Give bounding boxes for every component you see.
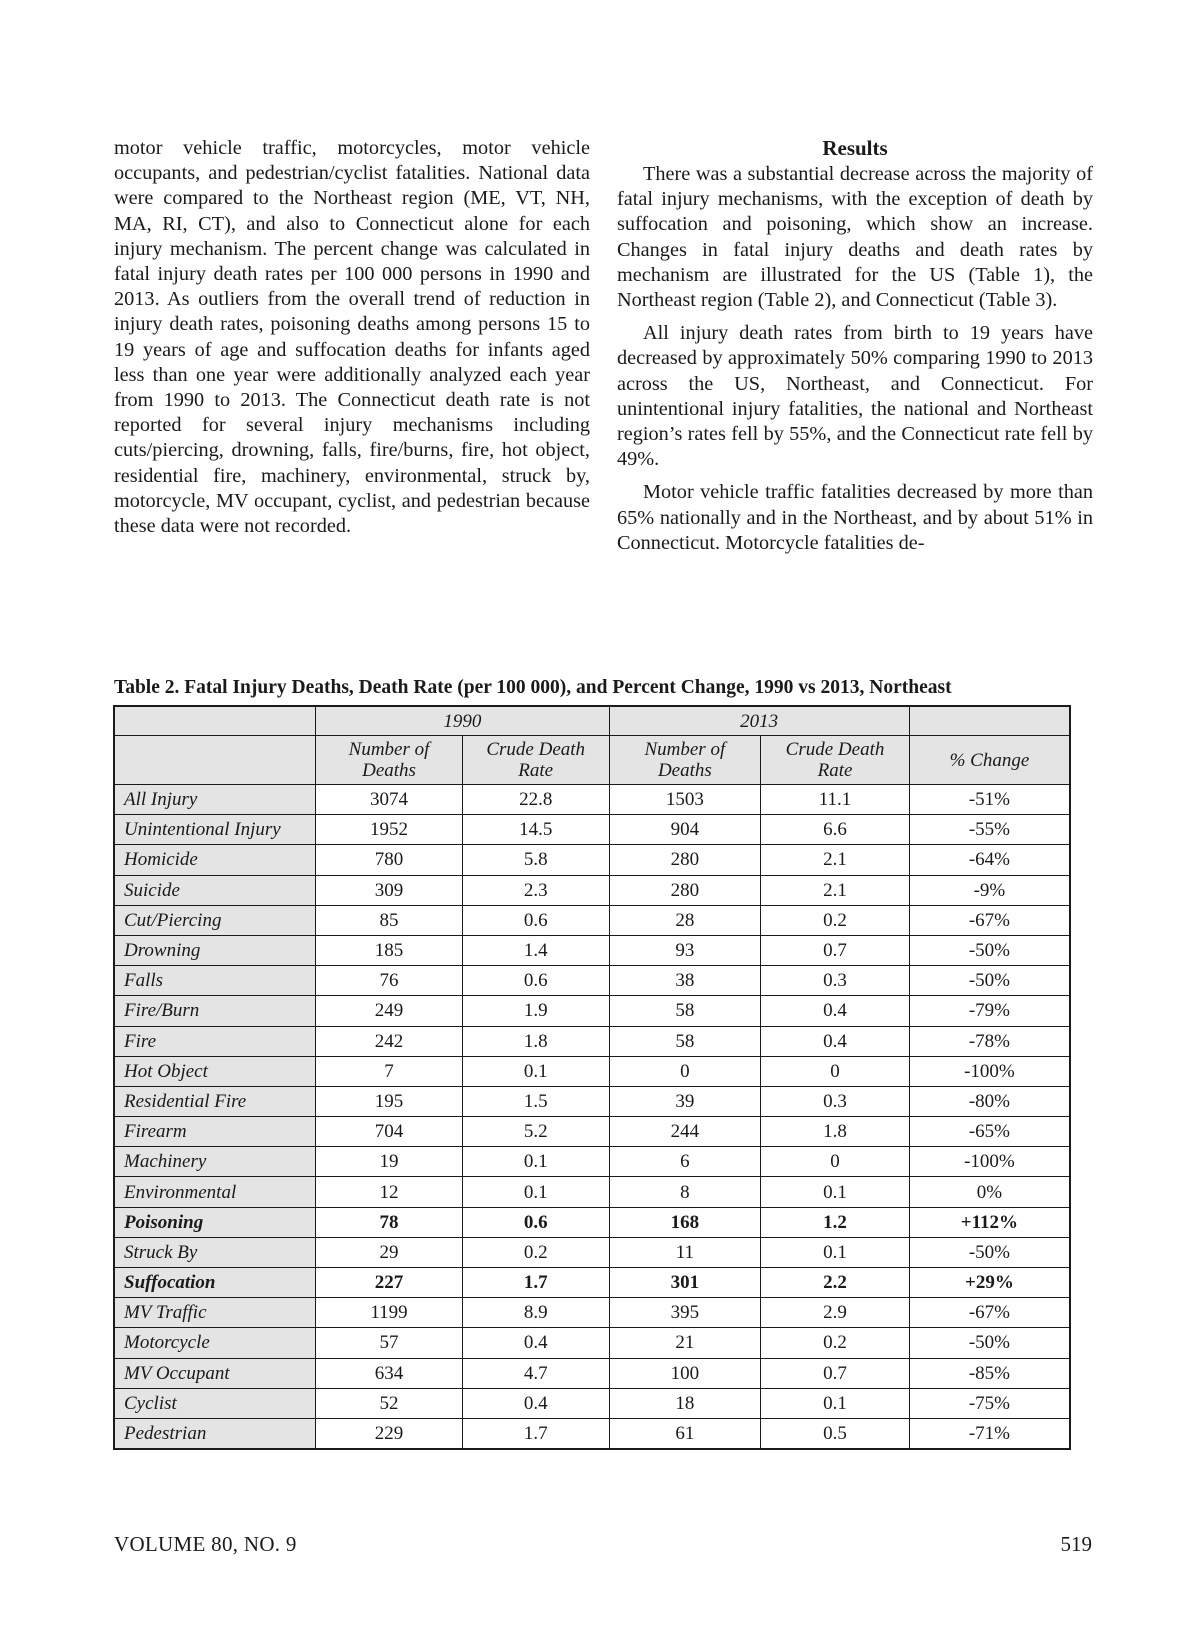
rate-2013-cell: 0.7 (761, 935, 910, 965)
right-column (617, 136, 1093, 556)
deaths-1990-cell: 780 (316, 845, 463, 875)
table-row (114, 1418, 1070, 1449)
table-row (114, 815, 1070, 845)
deaths-2013-cell: 28 (609, 905, 761, 935)
deaths-2013-cell: 61 (609, 1418, 761, 1449)
results-paragraph-1: There was a substantial decrease across the majority of fatal injury mechanisms, with the exception of death by suffocation and poisoning, which show an increase. Changes in fatal injury deaths and death rates by mechanism are illustrated for the US (Table 1), the Northeast region (Table 2), and Connecticut (Table 3). (617, 163, 1093, 312)
mechanism-label-cell: Falls (114, 966, 316, 996)
deaths-1990-cell: 76 (316, 966, 463, 996)
deaths-2013-cell: 301 (609, 1268, 761, 1298)
rate-2013-cell: 0.3 (761, 966, 910, 996)
table-row (114, 1177, 1070, 1207)
mechanism-label-cell: Unintentional Injury (114, 815, 316, 845)
table-header-columns (114, 736, 1070, 785)
rate-2013-cell: 6.6 (761, 815, 910, 845)
mechanism-label-cell: Pedestrian (114, 1418, 316, 1449)
rate-1990-cell: 1.8 (462, 1026, 609, 1056)
table-row (114, 1147, 1070, 1177)
percent-change-cell: -50% (909, 935, 1070, 965)
rate-1990-cell: 1.5 (462, 1086, 609, 1116)
rate-1990-cell: 4.7 (462, 1358, 609, 1388)
mechanism-label-cell: Environmental (114, 1177, 316, 1207)
mechanism-label-cell: Fire (114, 1026, 316, 1056)
footer-journal-volume: VOLUME 80, NO. 9 (114, 1532, 297, 1556)
deaths-1990-cell: 29 (316, 1237, 463, 1267)
table-row (114, 1117, 1070, 1147)
rate-2013-cell: 0.4 (761, 996, 910, 1026)
table-row (114, 1026, 1070, 1056)
percent-change-cell: -100% (909, 1056, 1070, 1086)
header-blank-label (114, 736, 316, 785)
mechanism-label-cell: Motorcycle (114, 1328, 316, 1358)
rate-1990-cell: 2.3 (462, 875, 609, 905)
percent-change-cell: -51% (909, 785, 1070, 815)
deaths-1990-cell: 57 (316, 1328, 463, 1358)
table-row (114, 845, 1070, 875)
table-row (114, 1207, 1070, 1237)
mechanism-label-cell: Cyclist (114, 1388, 316, 1418)
rate-1990-cell: 0.2 (462, 1237, 609, 1267)
rate-1990-cell: 1.4 (462, 935, 609, 965)
percent-change-cell: -78% (909, 1026, 1070, 1056)
deaths-2013-cell: 1503 (609, 785, 761, 815)
table-row (114, 875, 1070, 905)
deaths-1990-cell: 19 (316, 1147, 463, 1177)
fatal-injury-table (113, 705, 1071, 1450)
mechanism-label-cell: Suicide (114, 875, 316, 905)
percent-change-cell: +112% (909, 1207, 1070, 1237)
table-row (114, 1298, 1070, 1328)
deaths-1990-cell: 85 (316, 905, 463, 935)
mechanism-label-cell: Firearm (114, 1117, 316, 1147)
rate-2013-cell: 0.1 (761, 1388, 910, 1418)
percent-change-cell: -67% (909, 905, 1070, 935)
rate-1990-cell: 0.6 (462, 966, 609, 996)
mechanism-label-cell: Residential Fire (114, 1086, 316, 1116)
deaths-2013-cell: 395 (609, 1298, 761, 1328)
deaths-2013-cell: 58 (609, 996, 761, 1026)
rate-1990-cell: 1.7 (462, 1418, 609, 1449)
deaths-2013-cell: 244 (609, 1117, 761, 1147)
table-row (114, 1358, 1070, 1388)
rate-2013-cell: 11.1 (761, 785, 910, 815)
deaths-1990-cell: 704 (316, 1117, 463, 1147)
rate-1990-cell: 0.4 (462, 1328, 609, 1358)
table-header-years (114, 706, 1070, 736)
rate-1990-cell: 1.7 (462, 1268, 609, 1298)
rate-2013-cell: 2.1 (761, 875, 910, 905)
deaths-2013-cell: 21 (609, 1328, 761, 1358)
mechanism-label-cell: MV Traffic (114, 1298, 316, 1328)
table-row (114, 1388, 1070, 1418)
table-row (114, 905, 1070, 935)
percent-change-cell: -71% (909, 1418, 1070, 1449)
rate-1990-cell: 22.8 (462, 785, 609, 815)
deaths-2013-cell: 93 (609, 935, 761, 965)
header-deaths-2013: Number of Deaths (609, 736, 761, 785)
deaths-2013-cell: 168 (609, 1207, 761, 1237)
rate-1990-cell: 0.1 (462, 1147, 609, 1177)
header-year-2013: 2013 (609, 706, 909, 736)
percent-change-cell: -50% (909, 1237, 1070, 1267)
deaths-1990-cell: 242 (316, 1026, 463, 1056)
left-column-text: motor vehicle traffic, motorcycles, motor vehicle occupants, and pedestrian/cyclist fatalities. National data were compared to the Northeast region (ME, VT, NH, MA, RI, CT), and also to Connecticut alone for each injury mechanism. The percent change was calculated in fatal injury death rates per 100 000 persons in 1990 and 2013. As outliers from the overall trend of reduction in injury death rates, poisoning deaths among persons 15 to 19 years of age and suffocation deaths for infants aged less than one year were additionally analyzed each year from 1990 to 2013. The Connecticut death rate is not reported for several injury mechanisms including cuts/piercing, drowning, falls, fire/burns, fire, hot object, residential fire, machinery, environmental, struck by, motorcycle, MV occupant, cyclist, and pedestrian because these data were not recorded. (114, 137, 590, 538)
deaths-2013-cell: 280 (609, 845, 761, 875)
deaths-1990-cell: 12 (316, 1177, 463, 1207)
percent-change-cell: -79% (909, 996, 1070, 1026)
table-row (114, 966, 1070, 996)
rate-2013-cell: 0.4 (761, 1026, 910, 1056)
header-rate-2013: Crude Death Rate (761, 736, 910, 785)
rate-2013-cell: 0.5 (761, 1418, 910, 1449)
rate-1990-cell: 5.8 (462, 845, 609, 875)
percent-change-cell: -50% (909, 1328, 1070, 1358)
rate-1990-cell: 0.1 (462, 1177, 609, 1207)
table-caption: Table 2. Fatal Injury Deaths, Death Rate (per 100 000), and Percent Change, 1990 vs 2013, Northeast (114, 677, 952, 698)
deaths-2013-cell: 0 (609, 1056, 761, 1086)
header-percent-change: % Change (909, 736, 1070, 785)
results-paragraph-2: All injury death rates from birth to 19 years have decreased by approximately 50% comparing 1990 to 2013 across the US, Northeast, and Connecticut. For unintentional injury fatalities, the national and Northeast region’s rates fell by 55%, and the Connecticut rate fell by 49%. (617, 322, 1093, 471)
table-row (114, 1056, 1070, 1086)
rate-1990-cell: 0.1 (462, 1056, 609, 1086)
percent-change-cell: -67% (909, 1298, 1070, 1328)
rate-2013-cell: 1.2 (761, 1207, 910, 1237)
percent-change-cell: +29% (909, 1268, 1070, 1298)
rate-2013-cell: 0 (761, 1056, 910, 1086)
percent-change-cell: -75% (909, 1388, 1070, 1418)
percent-change-cell: -50% (909, 966, 1070, 996)
rate-2013-cell: 1.8 (761, 1117, 910, 1147)
deaths-2013-cell: 6 (609, 1147, 761, 1177)
rate-2013-cell: 0.2 (761, 905, 910, 935)
deaths-1990-cell: 1199 (316, 1298, 463, 1328)
rate-2013-cell: 0.1 (761, 1237, 910, 1267)
rate-2013-cell: 0.7 (761, 1358, 910, 1388)
percent-change-cell: -100% (909, 1147, 1070, 1177)
deaths-2013-cell: 280 (609, 875, 761, 905)
rate-2013-cell: 2.9 (761, 1298, 910, 1328)
mechanism-label-cell: Cut/Piercing (114, 905, 316, 935)
table-row (114, 996, 1070, 1026)
header-deaths-1990: Number of Deaths (316, 736, 463, 785)
rate-1990-cell: 0.6 (462, 1207, 609, 1237)
deaths-1990-cell: 3074 (316, 785, 463, 815)
rate-2013-cell: 0.1 (761, 1177, 910, 1207)
percent-change-cell: -64% (909, 845, 1070, 875)
results-paragraph-3: Motor vehicle traffic fatalities decreased by more than 65% nationally and in the Northeast, and by about 51% in Connecticut. Motorcycle fatalities de- (617, 481, 1093, 554)
percent-change-cell: -80% (909, 1086, 1070, 1116)
deaths-2013-cell: 904 (609, 815, 761, 845)
mechanism-label-cell: Hot Object (114, 1056, 316, 1086)
rate-1990-cell: 1.9 (462, 996, 609, 1026)
deaths-2013-cell: 38 (609, 966, 761, 996)
deaths-2013-cell: 11 (609, 1237, 761, 1267)
deaths-1990-cell: 52 (316, 1388, 463, 1418)
deaths-2013-cell: 8 (609, 1177, 761, 1207)
table-row (114, 1328, 1070, 1358)
rate-2013-cell: 0.3 (761, 1086, 910, 1116)
percent-change-cell: 0% (909, 1177, 1070, 1207)
deaths-2013-cell: 18 (609, 1388, 761, 1418)
rate-1990-cell: 0.4 (462, 1388, 609, 1418)
rate-2013-cell: 2.2 (761, 1268, 910, 1298)
deaths-1990-cell: 1952 (316, 815, 463, 845)
rate-2013-cell: 2.1 (761, 845, 910, 875)
deaths-2013-cell: 58 (609, 1026, 761, 1056)
table-row (114, 935, 1070, 965)
mechanism-label-cell: Homicide (114, 845, 316, 875)
deaths-1990-cell: 634 (316, 1358, 463, 1388)
left-column (114, 136, 590, 539)
header-year-1990: 1990 (316, 706, 609, 736)
deaths-1990-cell: 249 (316, 996, 463, 1026)
mechanism-label-cell: Fire/Burn (114, 996, 316, 1026)
deaths-1990-cell: 7 (316, 1056, 463, 1086)
header-blank (114, 706, 316, 736)
header-rate-1990: Crude Death Rate (462, 736, 609, 785)
deaths-1990-cell: 195 (316, 1086, 463, 1116)
deaths-1990-cell: 309 (316, 875, 463, 905)
rate-1990-cell: 8.9 (462, 1298, 609, 1328)
percent-change-cell: -85% (909, 1358, 1070, 1388)
mechanism-label-cell: Poisoning (114, 1207, 316, 1237)
header-blank-change (909, 706, 1070, 736)
deaths-1990-cell: 78 (316, 1207, 463, 1237)
mechanism-label-cell: Suffocation (114, 1268, 316, 1298)
rate-1990-cell: 0.6 (462, 905, 609, 935)
percent-change-cell: -9% (909, 875, 1070, 905)
percent-change-cell: -55% (909, 815, 1070, 845)
rate-2013-cell: 0 (761, 1147, 910, 1177)
rate-2013-cell: 0.2 (761, 1328, 910, 1358)
percent-change-cell: -65% (909, 1117, 1070, 1147)
table-row (114, 1086, 1070, 1116)
footer-page-number: 519 (1060, 1532, 1092, 1556)
results-heading: Results (822, 136, 888, 160)
mechanism-label-cell: All Injury (114, 785, 316, 815)
deaths-1990-cell: 229 (316, 1418, 463, 1449)
deaths-1990-cell: 185 (316, 935, 463, 965)
deaths-2013-cell: 39 (609, 1086, 761, 1116)
mechanism-label-cell: Struck By (114, 1237, 316, 1267)
mechanism-label-cell: Drowning (114, 935, 316, 965)
mechanism-label-cell: MV Occupant (114, 1358, 316, 1388)
deaths-2013-cell: 100 (609, 1358, 761, 1388)
table-row (114, 1237, 1070, 1267)
mechanism-label-cell: Machinery (114, 1147, 316, 1177)
table-row (114, 1268, 1070, 1298)
rate-1990-cell: 5.2 (462, 1117, 609, 1147)
table-row (114, 785, 1070, 815)
rate-1990-cell: 14.5 (462, 815, 609, 845)
deaths-1990-cell: 227 (316, 1268, 463, 1298)
